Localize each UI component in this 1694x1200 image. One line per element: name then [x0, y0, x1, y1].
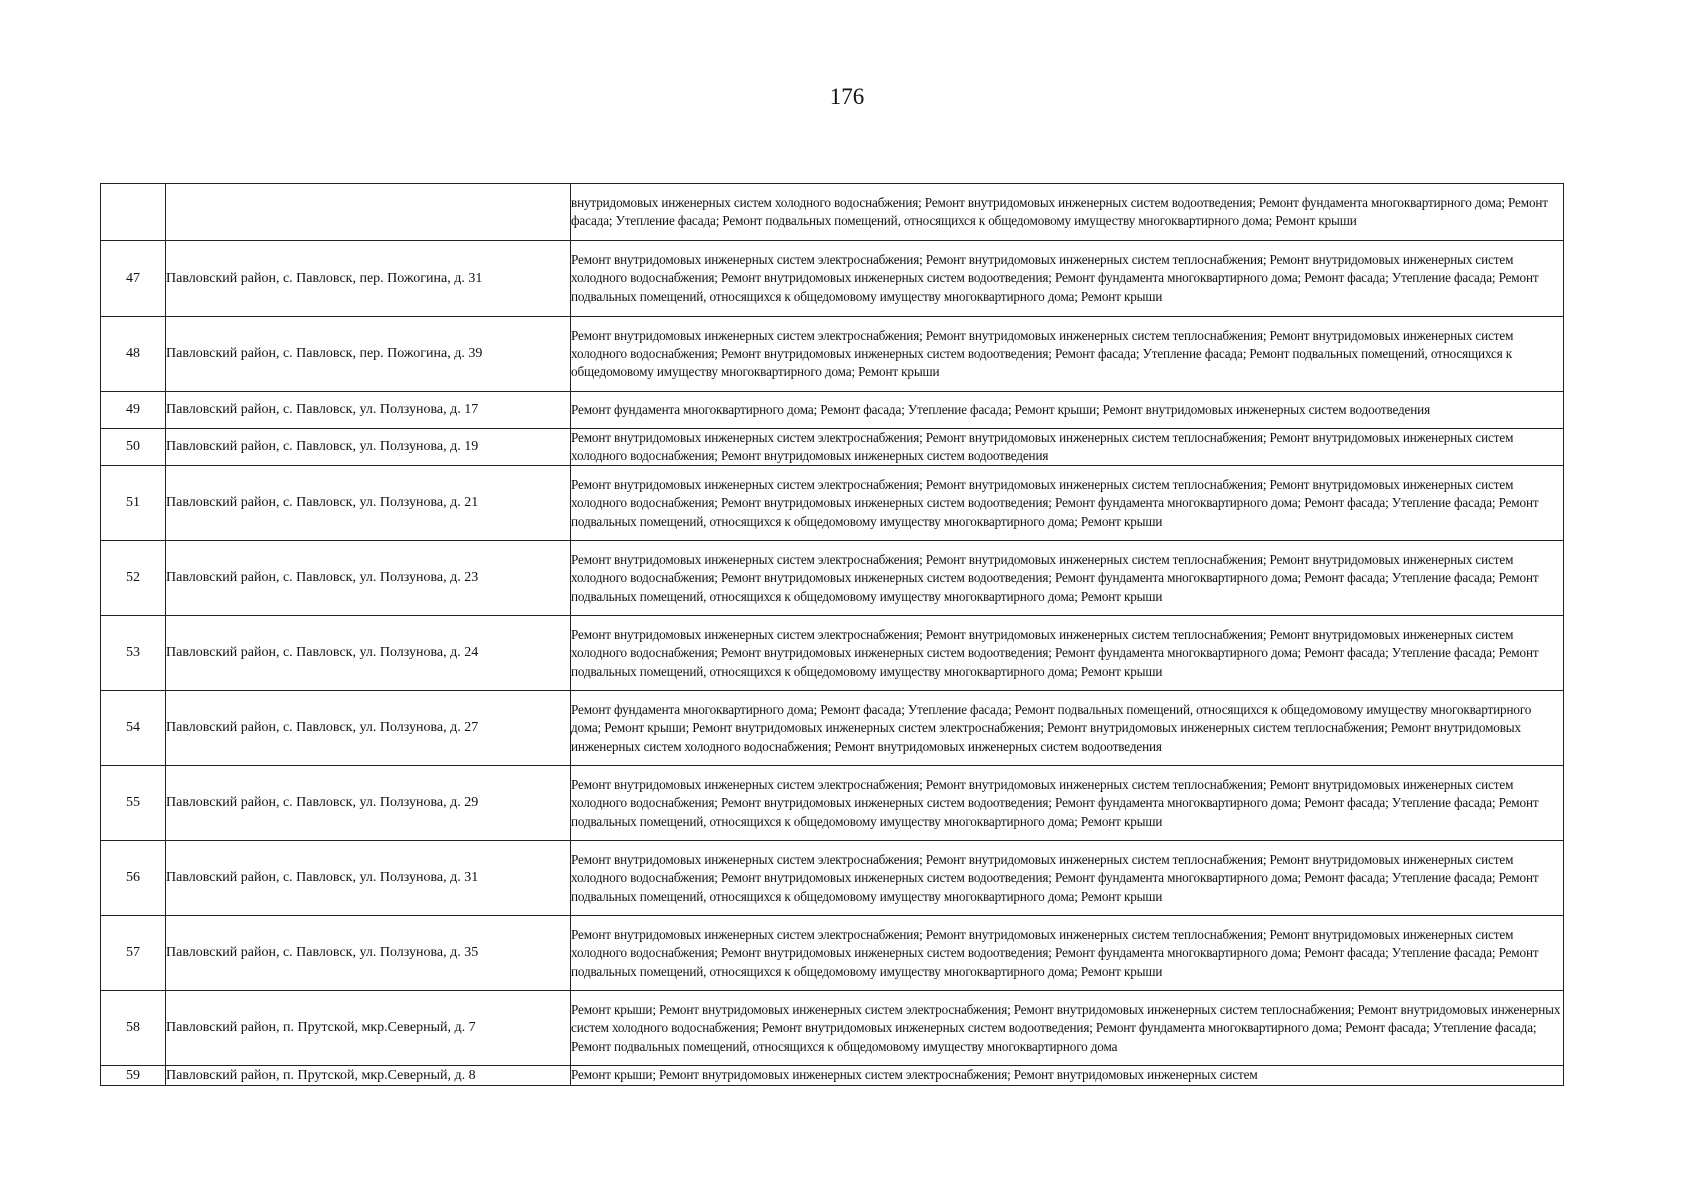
row-works: Ремонт крыши; Ремонт внутридомовых инженерных систем электроснабжения; Ремонт внутридомовых инженерных систем: [571, 1066, 1564, 1085]
row-address: Павловский район, с. Павловск, ул. Ползунова, д. 21: [166, 466, 571, 541]
works-table: [100, 183, 1564, 1086]
table-row: [101, 466, 1564, 541]
row-works: Ремонт внутридомовых инженерных систем электроснабжения; Ремонт внутридомовых инженерных систем теплоснабжения; Ремонт внутридомовых инженерных систем холодного водоснабжения; Ремонт внутридомовых инженерных систем водоотведения; Ремонт фундамента многоквартирного дома; Ремонт фасада; Утепление фасада; Ремонт подвальных помещений, относящихся к общедомовому имуществу многоквартирного дома; Ремонт крыши: [571, 466, 1564, 541]
table-row: [101, 841, 1564, 916]
row-address: Павловский район, с. Павловск, ул. Ползунова, д. 23: [166, 541, 571, 616]
row-number: 48: [101, 317, 166, 392]
row-address: Павловский район, с. Павловск, ул. Ползунова, д. 17: [166, 392, 571, 429]
row-number: 53: [101, 616, 166, 691]
row-number: 56: [101, 841, 166, 916]
row-address: Павловский район, с. Павловск, пер. Пожогина, д. 39: [166, 317, 571, 392]
table-row: [101, 766, 1564, 841]
table-row: [101, 691, 1564, 766]
row-works: внутридомовых инженерных систем холодного водоснабжения; Ремонт внутридомовых инженерных систем водоотведения; Ремонт фундамента многоквартирного дома; Ремонт фасада; Утепление фасада; Ремонт подвальных помещений, относящихся к общедомовому имуществу многоквартирного дома; Ремонт крыши: [571, 184, 1564, 241]
table-row: [101, 184, 1564, 241]
row-address: Павловский район, п. Прутской, мкр.Северный, д. 8: [166, 1066, 571, 1085]
row-number: 51: [101, 466, 166, 541]
row-number: 52: [101, 541, 166, 616]
row-address: Павловский район, с. Павловск, ул. Ползунова, д. 24: [166, 616, 571, 691]
table-row: [101, 392, 1564, 429]
table-row: [101, 317, 1564, 392]
table-row: [101, 1066, 1564, 1085]
row-number: 59: [101, 1066, 166, 1085]
row-address: Павловский район, с. Павловск, ул. Ползунова, д. 19: [166, 429, 571, 466]
row-address: Павловский район, с. Павловск, пер. Пожогина, д. 31: [166, 241, 571, 317]
row-address: Павловский район, с. Павловск, ул. Ползунова, д. 27: [166, 691, 571, 766]
row-address: [166, 184, 571, 241]
row-works: Ремонт внутридомовых инженерных систем электроснабжения; Ремонт внутридомовых инженерных систем теплоснабжения; Ремонт внутридомовых инженерных систем холодного водоснабжения; Ремонт внутридомовых инженерных систем водоотведения; Ремонт фундамента многоквартирного дома; Ремонт фасада; Утепление фасада; Ремонт подвальных помещений, относящихся к общедомовому имуществу многоквартирного дома; Ремонт крыши: [571, 766, 1564, 841]
table-row: [101, 916, 1564, 991]
row-address: Павловский район, п. Прутской, мкр.Северный, д. 7: [166, 991, 571, 1066]
row-number: 57: [101, 916, 166, 991]
table-row: [101, 541, 1564, 616]
table-row: [101, 991, 1564, 1066]
table-row: [101, 241, 1564, 317]
row-works: Ремонт внутридомовых инженерных систем электроснабжения; Ремонт внутридомовых инженерных систем теплоснабжения; Ремонт внутридомовых инженерных систем холодного водоснабжения; Ремонт внутридомовых инженерных систем водоотведения; Ремонт фундамента многоквартирного дома; Ремонт фасада; Утепление фасада; Ремонт подвальных помещений, относящихся к общедомовому имуществу многоквартирного дома; Ремонт крыши: [571, 241, 1564, 317]
row-works: Ремонт крыши; Ремонт внутридомовых инженерных систем электроснабжения; Ремонт внутридомовых инженерных систем теплоснабжения; Ремонт внутридомовых инженерных систем холодного водоснабжения; Ремонт внутридомовых инженерных систем водоотведения; Ремонт фундамента многоквартирного дома; Ремонт фасада; Утепление фасада; Ремонт подвальных помещений, относящихся к общедомовому имуществу многоквартирного дома: [571, 991, 1564, 1066]
row-works: Ремонт фундамента многоквартирного дома; Ремонт фасада; Утепление фасада; Ремонт подвальных помещений, относящихся к общедомовому имуществу многоквартирного дома; Ремонт крыши; Ремонт внутридомовых инженерных систем электроснабжения; Ремонт внутридомовых инженерных систем теплоснабжения; Ремонт внутридомовых инженерных систем холодного водоснабжения; Ремонт внутридомовых инженерных систем водоотведения: [571, 691, 1564, 766]
row-works: Ремонт внутридомовых инженерных систем электроснабжения; Ремонт внутридомовых инженерных систем теплоснабжения; Ремонт внутридомовых инженерных систем холодного водоснабжения; Ремонт внутридомовых инженерных систем водоотведения; Ремонт фундамента многоквартирного дома; Ремонт фасада; Утепление фасада; Ремонт подвальных помещений, относящихся к общедомовому имуществу многоквартирного дома; Ремонт крыши: [571, 916, 1564, 991]
row-works: Ремонт внутридомовых инженерных систем электроснабжения; Ремонт внутридомовых инженерных систем теплоснабжения; Ремонт внутридомовых инженерных систем холодного водоснабжения; Ремонт внутридомовых инженерных систем водоотведения; Ремонт фундамента многоквартирного дома; Ремонт фасада; Утепление фасада; Ремонт подвальных помещений, относящихся к общедомовому имуществу многоквартирного дома; Ремонт крыши: [571, 616, 1564, 691]
row-works: Ремонт внутридомовых инженерных систем электроснабжения; Ремонт внутридомовых инженерных систем теплоснабжения; Ремонт внутридомовых инженерных систем холодного водоснабжения; Ремонт внутридомовых инженерных систем водоотведения: [571, 429, 1564, 466]
page-number: 176: [829, 84, 865, 109]
row-works: Ремонт фундамента многоквартирного дома; Ремонт фасада; Утепление фасада; Ремонт крыши; Ремонт внутридомовых инженерных систем водоотведения: [571, 392, 1564, 429]
row-number: 50: [101, 429, 166, 466]
row-number: [101, 184, 166, 241]
row-address: Павловский район, с. Павловск, ул. Ползунова, д. 31: [166, 841, 571, 916]
row-address: Павловский район, с. Павловск, ул. Ползунова, д. 35: [166, 916, 571, 991]
row-address: Павловский район, с. Павловск, ул. Ползунова, д. 29: [166, 766, 571, 841]
table-row: [101, 429, 1564, 466]
table-row: [101, 616, 1564, 691]
row-works: Ремонт внутридомовых инженерных систем электроснабжения; Ремонт внутридомовых инженерных систем теплоснабжения; Ремонт внутридомовых инженерных систем холодного водоснабжения; Ремонт внутридомовых инженерных систем водоотведения; Ремонт фундамента многоквартирного дома; Ремонт фасада; Утепление фасада; Ремонт подвальных помещений, относящихся к общедомовому имуществу многоквартирного дома; Ремонт крыши: [571, 841, 1564, 916]
row-works: Ремонт внутридомовых инженерных систем электроснабжения; Ремонт внутридомовых инженерных систем теплоснабжения; Ремонт внутридомовых инженерных систем холодного водоснабжения; Ремонт внутридомовых инженерных систем водоотведения; Ремонт фасада; Утепление фасада; Ремонт подвальных помещений, относящихся к общедомовому имуществу многоквартирного дома; Ремонт крыши: [571, 317, 1564, 392]
row-number: 49: [101, 392, 166, 429]
row-number: 47: [101, 241, 166, 317]
row-number: 55: [101, 766, 166, 841]
row-number: 58: [101, 991, 166, 1066]
row-works: Ремонт внутридомовых инженерных систем электроснабжения; Ремонт внутридомовых инженерных систем теплоснабжения; Ремонт внутридомовых инженерных систем холодного водоснабжения; Ремонт внутридомовых инженерных систем водоотведения; Ремонт фундамента многоквартирного дома; Ремонт фасада; Утепление фасада; Ремонт подвальных помещений, относящихся к общедомовому имуществу многоквартирного дома; Ремонт крыши: [571, 541, 1564, 616]
row-number: 54: [101, 691, 166, 766]
